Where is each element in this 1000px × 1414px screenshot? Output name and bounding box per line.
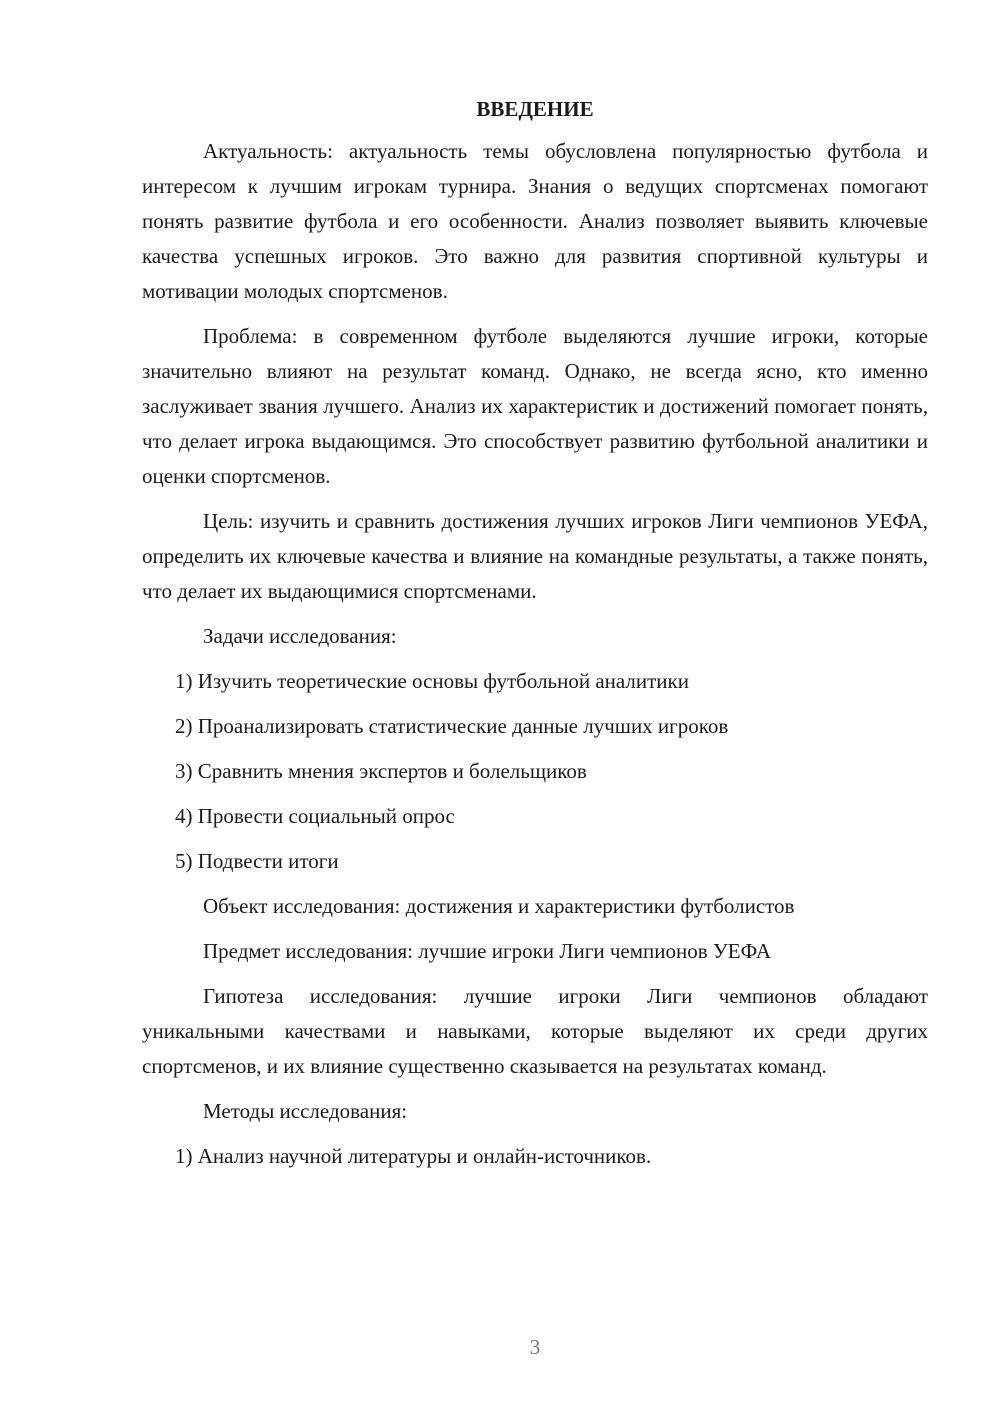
- object-line: Объект исследования: достижения и характеристики футболистов: [203, 894, 795, 918]
- task-item: 1) Изучить теоретические основы футбольной аналитики: [175, 669, 689, 693]
- subject-line: Предмет исследования: лучшие игроки Лиги чемпионов УЕФА: [203, 939, 772, 963]
- section-title: ВВЕДЕНИЕ: [476, 97, 594, 121]
- task-item: 2) Проанализировать статистические данные лучших игроков: [175, 714, 729, 738]
- page-number: 3: [529, 1335, 541, 1359]
- tasks-heading: Задачи исследования:: [203, 624, 397, 648]
- goal-paragraph: Цель: изучить и сравнить достижения лучших игроков Лиги чемпионов УЕФА, определить их ключевые качества и влияние на командные результаты, а также понять, что делает их выдающимися спортсменами.: [142, 509, 928, 603]
- relevance-paragraph: Актуальность: актуальность темы обусловлена популярностью футбола и интересом к лучшим игрокам турнира. Знания о ведущих спортсменах помогают понять развитие футбола и его особенности. Анализ позволяет выявить ключевые качества успешных игроков. Это важно для развития спортивной культуры и мотивации молодых спортсменов.: [142, 139, 928, 303]
- method-item: 1) Анализ научной литературы и онлайн-источников.: [175, 1144, 652, 1168]
- problem-paragraph: Проблема: в современном футболе выделяются лучшие игроки, которые значительно влияют на результат команд. Однако, не всегда ясно, кто именно заслуживает звания лучшего. Анализ их характеристик и достижений помогает понять, что делает игрока выдающимся. Это способствует развитию футбольной аналитики и оценки спортсменов.: [142, 324, 928, 488]
- task-item: 5) Подвести итоги: [175, 849, 339, 873]
- hypothesis-paragraph: Гипотеза исследования: лучшие игроки Лиги чемпионов обладают уникальными качествами и навыками, которые выделяют их среди других спортсменов, и их влияние существенно сказывается на результатах команд.: [142, 984, 928, 1078]
- methods-heading: Методы исследования:: [203, 1099, 408, 1123]
- document-page: [142, 92, 928, 1184]
- task-item: 3) Сравнить мнения экспертов и болельщиков: [175, 759, 587, 783]
- task-item: 4) Провести социальный опрос: [175, 804, 455, 828]
